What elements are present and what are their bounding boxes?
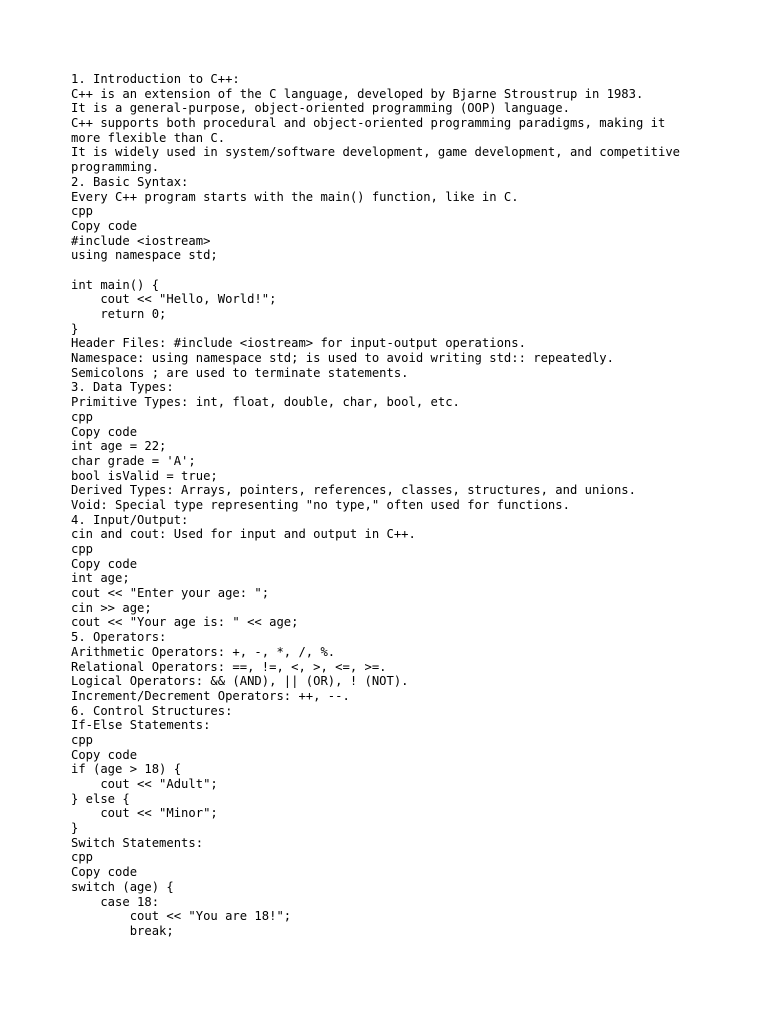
document-line: Increment/Decrement Operators: ++, --. [71,688,350,703]
document-line: 5. Operators: [71,630,167,645]
document-line: Relational Operators: ==, !=, <, >, <=, >=. [71,659,387,674]
document-line: Primitive Types: int, float, double, char, bool, etc. [71,395,460,410]
document-line: int age; [71,571,130,586]
document-line: cout << "You are 18!"; [71,909,292,924]
document-line: Namespace: using namespace std; is used to avoid writing std:: repeatedly. [71,351,614,366]
document-line: Semicolons ; are used to terminate statements. [71,365,409,380]
document-line: C++ supports both procedural and object-oriented programming paradigms, making it [71,116,666,131]
document-line: Copy code [71,747,138,762]
document-line: 3. Data Types: [71,380,174,395]
document-line: 6. Control Structures: [71,703,233,718]
document-line: Logical Operators: && (AND), || (OR), ! (NOT). [71,674,409,689]
document-line: } [71,821,79,836]
document-line: If-Else Statements: [71,718,211,733]
document-line: 4. Input/Output: [71,512,189,527]
document-line: Void: Special type representing "no type," often used for functions. [71,497,570,512]
document-line: Derived Types: Arrays, pointers, references, classes, structures, and unions. [71,483,636,498]
document-line: Arithmetic Operators: +, -, *, /, %. [71,644,336,659]
document-line: programming. [71,160,160,175]
document-line: Copy code [71,865,138,880]
document-line: cin >> age; [71,600,152,615]
document-line: cout << "Enter your age: "; [71,586,270,601]
document-line: int main() { [71,277,160,292]
document-line: cout << "Minor"; [71,806,218,821]
document-line: switch (age) { [71,879,174,894]
document-line: } else { [71,791,130,806]
document-line: cin and cout: Used for input and output in C++. [71,527,416,542]
document-line: bool isValid = true; [71,468,218,483]
document-line: cout << "Hello, World!"; [71,292,277,307]
document-line: case 18: [71,894,160,909]
document-line: cpp [71,204,94,219]
document-line: cpp [71,850,94,865]
document-line: cpp [71,409,94,424]
document-line: 1. Introduction to C++: [71,72,240,86]
document-line: Copy code [71,218,138,233]
document-line: break; [71,923,174,938]
document-line: Header Files: #include <iostream> for input-output operations. [71,336,526,351]
document-line: more flexible than C. [71,130,226,145]
document-line: 2. Basic Syntax: [71,174,189,189]
document-line: cout << "Your age is: " << age; [71,615,299,630]
document-line: Every C++ program starts with the main() function, like in C. [71,189,519,204]
document-line: cpp [71,542,94,556]
document-line: C++ is an extension of the C language, developed by Bjarne Stroustrup in 1983. [71,86,644,101]
document-line: cpp [71,732,94,747]
document-line: char grade = 'A'; [71,453,196,468]
document-line [71,263,751,278]
document-line: using namespace std; [71,248,218,263]
document-line: Copy code [71,424,138,439]
document-line: #include <iostream> [71,233,211,248]
document-line: It is widely used in system/software development, game development, and competitive [71,145,681,160]
document-line: Copy code [71,556,138,571]
document-line: } [71,321,79,336]
document-line: cout << "Adult"; [71,777,218,791]
document-line: if (age > 18) { [71,762,182,777]
document-body [71,72,751,939]
document-line: It is a general-purpose, object-oriented programming (OOP) language. [71,101,570,116]
document-line: return 0; [71,307,167,321]
document-line: Switch Statements: [71,835,204,850]
document-line: int age = 22; [71,439,167,454]
